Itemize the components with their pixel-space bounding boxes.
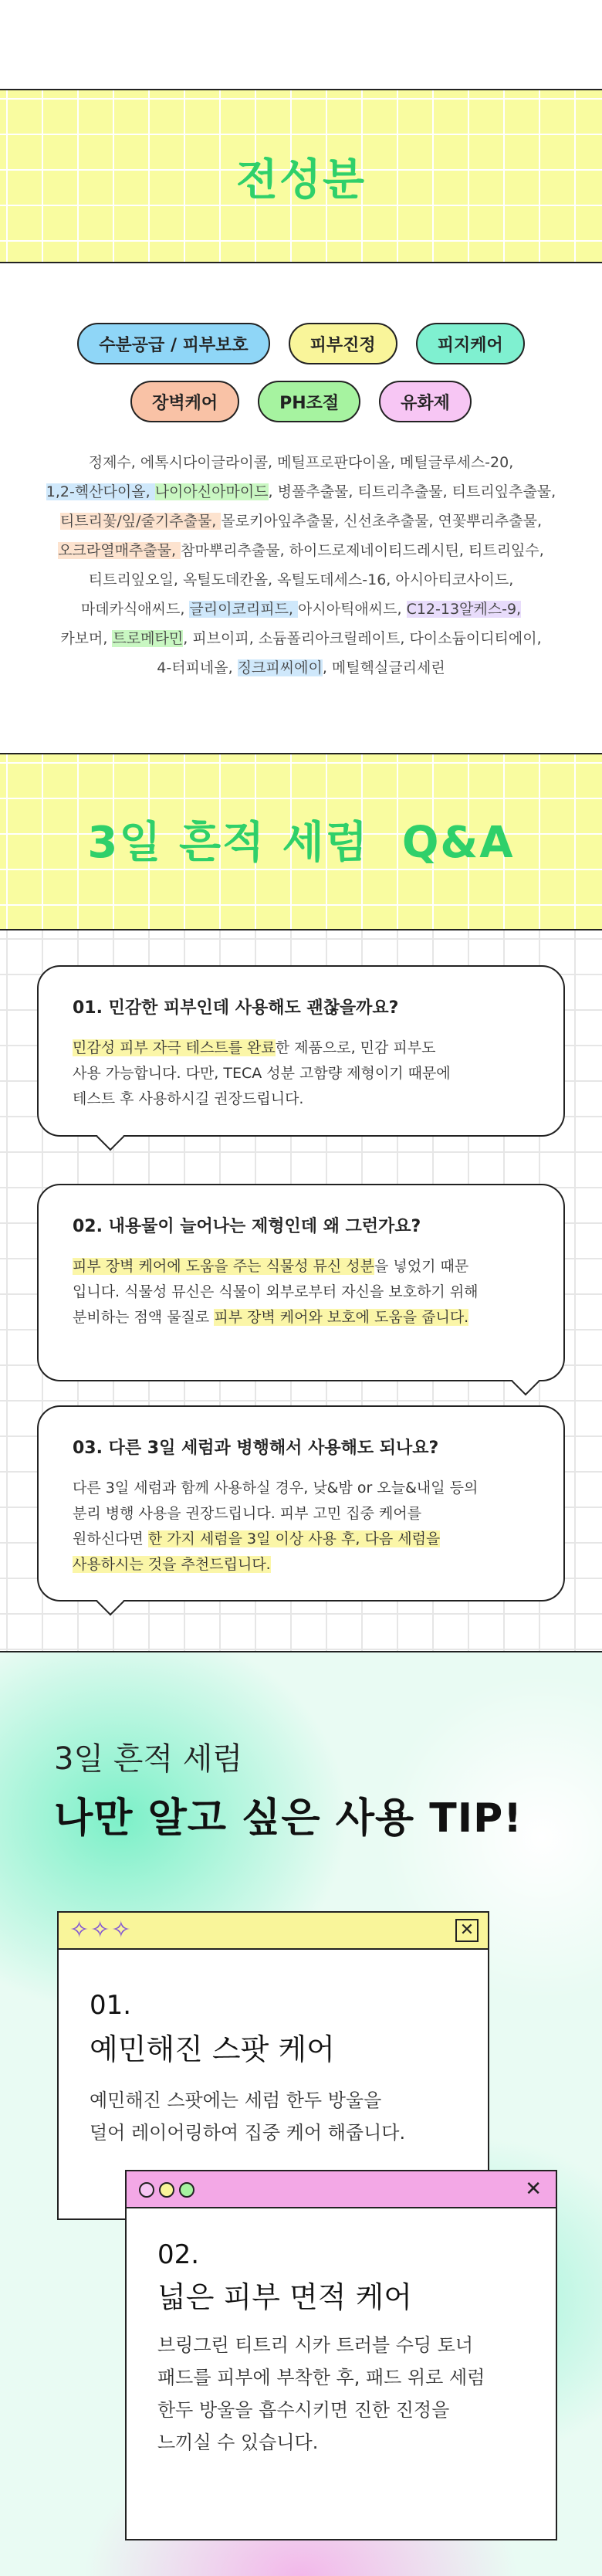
ingredient-segment: 트로메타민 <box>112 630 184 647</box>
ingredient-segment: , 병풀추출물, 티트리추출물, 티트리잎추출물, <box>268 483 556 500</box>
ingredients-title: 전성분 <box>235 155 367 205</box>
ingredients-line <box>15 595 587 624</box>
tip-2-heading: 넓은 피부 면적 케어 <box>157 2280 412 2314</box>
ingredient-segment: 몰로키아잎추출물, 신선초추출물, 연꽃뿌리추출물, <box>221 513 543 530</box>
ingredients-line <box>15 448 587 477</box>
qa-question-1: 01. 민감한 피부인데 사용해도 괜찮을까요? <box>73 998 399 1018</box>
qa-answer-line <box>73 1254 529 1280</box>
qa-answer-2 <box>73 1254 529 1330</box>
ingredient-segment: 4-터피네올, <box>157 659 238 676</box>
ingredient-segment: 아시아틱애씨드, <box>298 601 407 618</box>
sparkle-icon: ✧✧✧ <box>69 1917 133 1944</box>
tip-window-1-titlebar <box>59 1913 488 1950</box>
qa-question-2: 02. 내용물이 늘어나는 제형인데 왜 그런가요? <box>73 1217 421 1236</box>
ingredients-line <box>15 624 587 653</box>
tip-window-2 <box>125 2170 557 2540</box>
tip-2-number: 02. <box>157 2239 200 2270</box>
qa-answer-line <box>73 1280 529 1305</box>
ingredient-tag: 장벽케어 <box>130 381 239 422</box>
ingredients-line <box>15 565 587 595</box>
tip-2-body-line: 한두 방울을 흡수시키면 진한 진정을 <box>157 2399 450 2421</box>
qa-answer-segment: 원하신다면 <box>73 1530 148 1547</box>
ingredient-segment: 티트리꽃/잎/줄기추출물, <box>59 513 222 530</box>
ingredient-segment: C12-13알케스-9, <box>406 601 522 618</box>
ingredient-segment: , 피브이피, 소듐폴리아크릴레이트, 다이소듐이디티에이, <box>183 630 542 647</box>
ingredient-segment: 마데카식애씨드, <box>80 601 190 618</box>
qa-question-3: 03. 다른 3일 세럼과 병행해서 사용해도 되나요? <box>73 1439 439 1458</box>
ingredient-tag: 피부진정 <box>289 323 397 364</box>
ingredient-segment: , 메틸헥실글리세린 <box>322 659 445 676</box>
ingredient-segment: 참마뿌리추출물, 하이드로제네이티드레시틴, 티트리잎수, <box>181 542 544 559</box>
ingredient-segment: 징크피씨에이 <box>237 659 323 676</box>
tip-1-body-line: 예민해진 스팟에는 세럼 한두 방울을 <box>90 2090 382 2111</box>
qa-answer-segment: 민감성 피부 자극 테스트를 완료 <box>73 1039 276 1056</box>
dot-icon <box>179 2182 194 2198</box>
qa-answer-segment: 사용 가능합니다. 다만, TECA 성분 고함량 제형이기 때문에 <box>73 1065 451 1082</box>
qa-answer-line <box>73 1552 529 1578</box>
dot-icon <box>139 2182 154 2198</box>
dot-icon <box>159 2182 174 2198</box>
qa-answer-segment: 을 넣었기 때문 <box>374 1258 469 1275</box>
qa-bubble-3 <box>37 1405 565 1602</box>
qa-title: 3일 흔적 세럼 Q&A <box>87 818 515 868</box>
ingredient-segment: 1,2-헥산다이올, <box>46 483 155 500</box>
ingredient-segment: 티트리잎오일, 옥틸도데칸올, 옥틸도데세스-16, 아시아티코사이드, <box>88 571 514 588</box>
qa-answer-segment: 테스트 후 사용하시길 권장드립니다. <box>73 1090 304 1107</box>
ingredients-line <box>15 536 587 565</box>
ingredient-tag: PH조절 <box>258 381 360 422</box>
tip-2-body-line: 패드를 피부에 부착한 후, 패드 위로 세럼 <box>157 2367 485 2388</box>
qa-answer-line <box>73 1476 529 1501</box>
ingredients-line <box>15 477 587 507</box>
close-icon[interactable]: ✕ <box>455 1919 479 1942</box>
tip-2-body <box>157 2329 528 2459</box>
qa-bubble-2 <box>37 1184 565 1381</box>
ingredient-segment: 오크라열매추출물, <box>58 542 181 559</box>
ingredients-line <box>15 653 587 683</box>
qa-answer-segment: 분비하는 점액 물질로 <box>73 1309 215 1326</box>
tips-title: 나만 알고 싶은 사용 TIP! <box>54 1795 523 1842</box>
qa-answer-segment: 한 가지 세럼을 3일 이상 사용 후, 다음 세럼을 <box>147 1530 441 1547</box>
qa-title-band <box>0 753 602 930</box>
ingredient-segment: 글리이코리피드, <box>189 601 299 618</box>
tips-subtitle: 3일 흔적 세럼 <box>54 1741 243 1777</box>
close-icon[interactable]: ✕ <box>525 2178 542 2201</box>
qa-answer-line <box>73 1501 529 1527</box>
tip-2-body-line: 브링그린 티트리 시카 트러블 수딩 토너 <box>157 2334 474 2356</box>
ingredient-segment: 카보머, <box>60 630 113 647</box>
qa-answer-segment: 피부 장벽 케어와 보호에 도움을 줍니다. <box>214 1309 469 1326</box>
window-dots <box>139 2182 194 2198</box>
qa-answer-line <box>73 1086 529 1112</box>
ingredient-tag: 유화제 <box>379 381 472 422</box>
qa-answer-segment: 분리 병행 사용을 권장드립니다. 피부 고민 집중 케어를 <box>73 1505 422 1522</box>
qa-bubble-1 <box>37 965 565 1137</box>
tip-2-body-line: 느끼실 수 있습니다. <box>157 2432 319 2453</box>
qa-answer-line <box>73 1061 529 1086</box>
tip-1-number: 01. <box>90 1990 132 2021</box>
ingredients-line <box>15 507 587 536</box>
qa-answer-segment: 다른 3일 세럼과 함께 사용하실 경우, 낮&밤 or 오늘&내일 등의 <box>73 1480 479 1496</box>
tag-row-2 <box>0 381 602 422</box>
tip-window-2-titlebar <box>127 2171 556 2208</box>
qa-answer-segment: 사용하시는 것을 추천드립니다. <box>73 1556 271 1573</box>
ingredients-list <box>15 448 587 683</box>
qa-answer-3 <box>73 1476 529 1578</box>
qa-answer-line <box>73 1035 529 1061</box>
qa-answer-segment: 한 제품으로, 민감 피부도 <box>275 1039 436 1056</box>
tip-1-heading: 예민해진 스팟 케어 <box>90 2032 335 2066</box>
ingredient-tag: 피지케어 <box>416 323 525 364</box>
tip-1-body <box>90 2084 460 2149</box>
ingredients-title-band <box>0 89 602 263</box>
ingredient-segment: 정제수, 에톡시다이글라이콜, 메틸프로판다이올, 메틸글루세스-20, <box>88 454 514 471</box>
qa-answer-1 <box>73 1035 529 1112</box>
qa-answer-line <box>73 1527 529 1552</box>
ingredients-section <box>0 0 602 753</box>
ingredient-tag: 수분공급 / 피부보호 <box>77 323 269 364</box>
qa-answer-line <box>73 1305 529 1330</box>
qa-answer-segment: 입니다. 식물성 뮤신은 식물이 외부로부터 자신을 보호하기 위해 <box>73 1283 479 1300</box>
qa-answer-segment: 피부 장벽 케어에 도움을 주는 식물성 뮤신 성분 <box>73 1258 375 1275</box>
ingredient-segment: 나이아신아마이드 <box>154 483 269 500</box>
tag-row-1 <box>0 323 602 364</box>
tips-section <box>0 1652 602 2576</box>
tip-1-body-line: 덜어 레이어링하여 집중 케어 해줍니다. <box>90 2122 406 2144</box>
